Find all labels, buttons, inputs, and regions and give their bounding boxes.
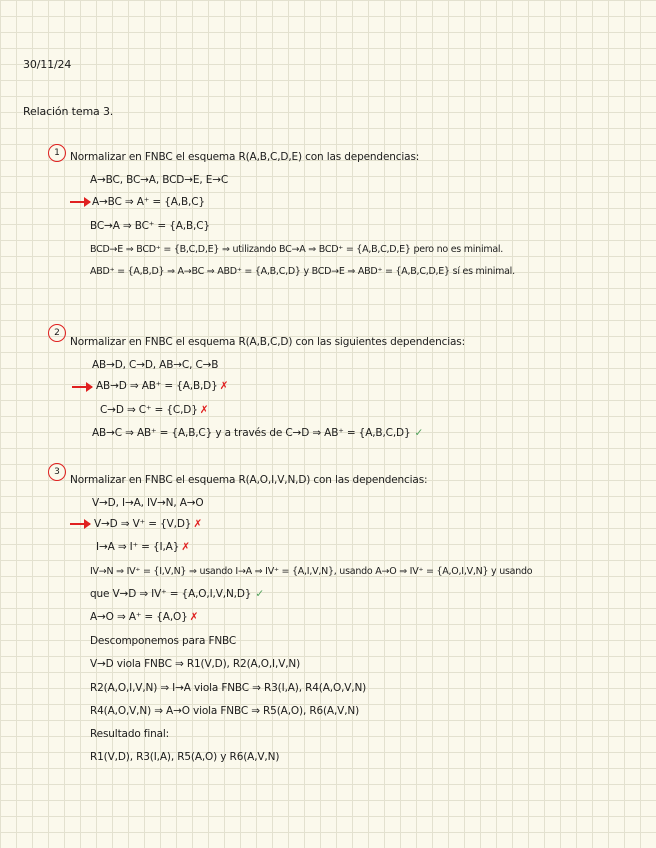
ex3-line-10: Resultado final: — [90, 728, 170, 740]
ex3-line-11: R1(V,D), R3(I,A), R5(A,O) y R6(A,V,N) — [90, 751, 280, 763]
ex3-statement: Normalizar en FNBC el esquema R(A,O,I,V,N,D) con las dependencias: — [70, 474, 428, 486]
ex3-line-3: IV→N ⇒ IV⁺ = {I,V,N} ⇒ usando I→A ⇒ IV⁺ = {A,I,V,N}, usando A→O ⇒ IV⁺ = {A,O,I,V,N} y usando — [90, 566, 533, 577]
ex2-line-2: C→D ⇒ C⁺ = {C,D} ✗ — [100, 404, 209, 416]
wrong-mark-icon: ✗ — [199, 404, 209, 416]
ex1-line-3: BCD→E ⇒ BCD⁺ = {B,C,D,E} ⇒ utilizando BC→A ⇒ BCD⁺ = {A,B,C,D,E} pero no es minimal. — [90, 244, 504, 255]
red-arrow-icon — [70, 201, 90, 203]
wrong-mark-icon: ✗ — [181, 541, 190, 553]
ex3-line-6: Descomponemos para FNBC — [90, 635, 237, 647]
ex2-dependencies: AB→D, C→D, AB→C, C→B — [92, 359, 219, 371]
ex3-line-4: que V→D ⇒ IV⁺ = {A,O,I,V,N,D} ✓ — [90, 588, 264, 600]
ex1-line-4: ABD⁺ = {A,B,D} ⇒ A→BC ⇒ ABD⁺ = {A,B,C,D} y BCD→E ⇒ ABD⁺ = {A,B,C,D,E} sí es minimal. — [90, 266, 515, 277]
ex1-line-2: BC→A ⇒ BC⁺ = {A,B,C} — [90, 220, 210, 232]
date: 30/11/24 — [23, 58, 72, 71]
ex3-dependencies: V→D, I→A, IV→N, A→O — [92, 497, 204, 509]
ex3-line-1: V→D ⇒ V⁺ = {V,D} ✗ — [94, 518, 202, 530]
wrong-mark-icon: ✗ — [219, 380, 229, 392]
wrong-mark-icon: ✗ — [193, 518, 202, 530]
wrong-mark-icon: ✗ — [189, 611, 199, 623]
ex3-line-2: I→A ⇒ I⁺ = {I,A} ✗ — [96, 541, 190, 553]
red-arrow-icon — [70, 523, 90, 525]
ex3-line-8: R2(A,O,I,V,N) ⇒ I→A viola FNBC ⇒ R3(I,A), R4(A,O,V,N) — [90, 682, 367, 694]
red-arrow-icon — [72, 386, 92, 388]
page-title: Relación tema 3. — [23, 105, 114, 118]
ex3-line-5: A→O ⇒ A⁺ = {A,O} ✗ — [90, 611, 199, 623]
ex2-statement: Normalizar en FNBC el esquema R(A,B,C,D) con las siguientes dependencias: — [70, 336, 465, 348]
exercise-number-3: 3 — [48, 463, 66, 481]
ex1-statement: Normalizar en FNBC el esquema R(A,B,C,D,E) con las dependencias: — [70, 151, 420, 163]
ex1-line-1: A→BC ⇒ A⁺ = {A,B,C} — [92, 196, 205, 208]
ex3-line-7: V→D viola FNBC ⇒ R1(V,D), R2(A,O,I,V,N) — [90, 658, 301, 670]
ex2-line-3: AB→C ⇒ AB⁺ = {A,B,C} y a través de C→D ⇒ AB⁺ = {A,B,C,D} ✓ — [92, 427, 424, 439]
check-mark-icon: ✓ — [414, 427, 424, 439]
check-mark-icon: ✓ — [255, 588, 264, 600]
ex1-dependencies: A→BC, BC→A, BCD→E, E→C — [90, 174, 229, 186]
exercise-number-1: 1 — [48, 144, 66, 162]
exercise-number-2: 2 — [48, 324, 66, 342]
ex3-line-9: R4(A,O,V,N) ⇒ A→O viola FNBC ⇒ R5(A,O), R6(A,V,N) — [90, 705, 360, 717]
ex2-line-1: AB→D ⇒ AB⁺ = {A,B,D} ✗ — [96, 380, 229, 392]
